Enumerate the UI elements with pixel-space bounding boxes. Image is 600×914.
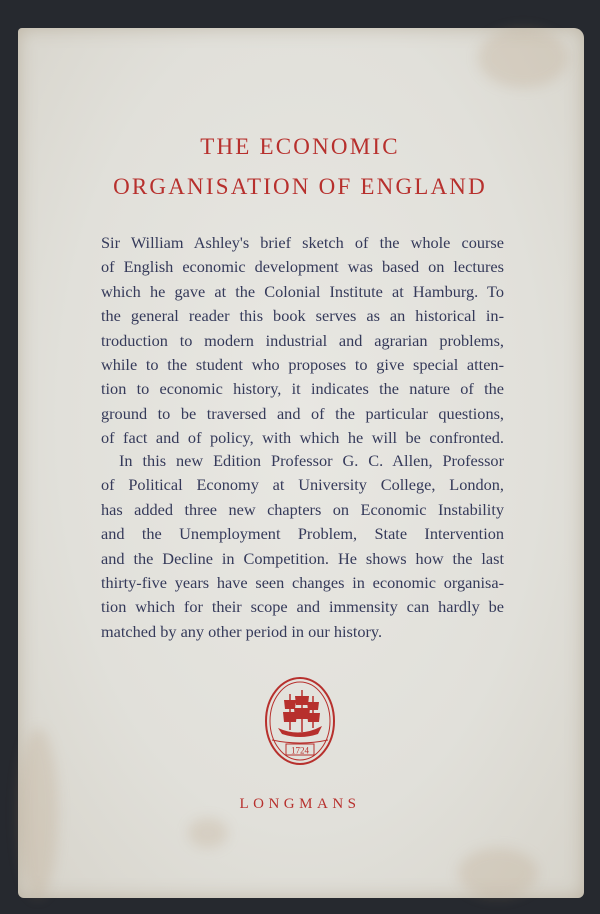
blurb-paragraph-2	[101, 449, 504, 644]
text-line: the general reader this book serves as an historical in-	[101, 306, 504, 326]
text-line: of English economic development was based on lectures	[101, 257, 504, 277]
text-line: has added three new chapters on Economic Instability	[101, 499, 504, 519]
title-line-2: ORGANISATION OF ENGLAND	[113, 174, 487, 199]
text-line: which he gave at the Colonial Institute at Hamburg. To	[101, 281, 504, 301]
text-line: of fact and of policy, with which he will be confronted.	[101, 428, 504, 448]
text-line: and the Decline in Competition. He shows how the last	[101, 548, 504, 568]
title-line-1: THE ECONOMIC	[200, 134, 400, 159]
text-line: tion which for their scope and immensity can hardly be	[101, 597, 504, 617]
text-line: of Political Economy at University College, London,	[101, 475, 504, 495]
text-line: and the Unemployment Problem, State Intervention	[101, 524, 504, 544]
text-line: thirty-five years have seen changes in economic organisa-	[101, 572, 504, 592]
text-line: tion to economic history, it indicates the nature of the	[101, 379, 504, 399]
text-line: troduction to modern industrial and agrarian problems,	[101, 330, 504, 350]
blurb-paragraph-1	[101, 231, 504, 451]
text-line: while to the student who proposes to give special atten-	[101, 354, 504, 374]
text-line: ground to be traversed and of the particular questions,	[101, 403, 504, 423]
text-line: In this new Edition Professor G. C. Allen, Professor	[119, 451, 504, 470]
logo-year: 1724	[291, 745, 309, 756]
text-line: matched by any other period in our history.	[101, 621, 383, 641]
text-line: Sir William Ashley's brief sketch of the whole course	[101, 233, 504, 252]
ship-logo-icon	[264, 676, 336, 766]
publisher-name: LONGMANS	[239, 796, 361, 812]
